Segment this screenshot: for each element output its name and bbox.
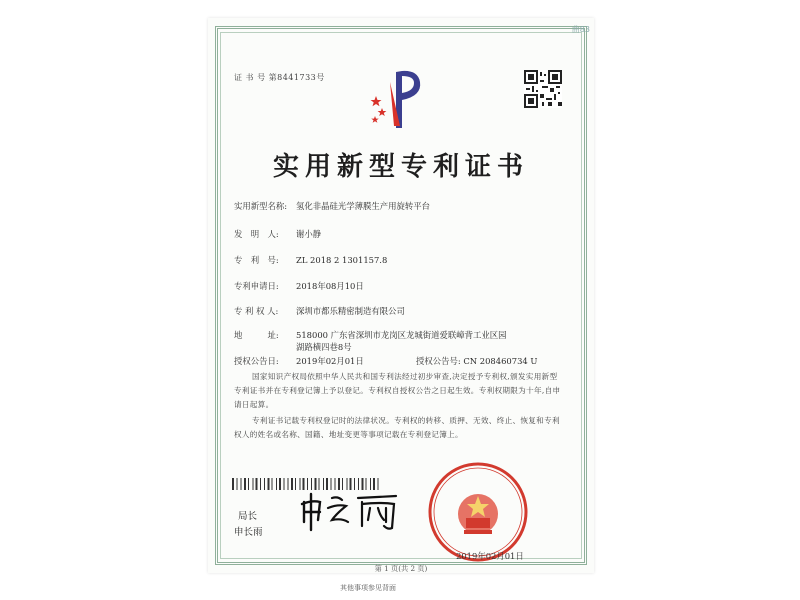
field-inventor: [234, 228, 321, 240]
field-label: 专利申请日:: [234, 281, 279, 291]
field-label: 专 利 权 人:: [234, 306, 279, 316]
field-patent-number: [234, 254, 387, 266]
field-value: 谢小静: [296, 229, 322, 239]
field-label: 发 明 人:: [234, 229, 279, 239]
field-label: 授权公告号:: [416, 356, 461, 366]
page-number: 第 1 页(共 2 页): [374, 564, 428, 573]
page-title: 实用新型专利证书: [272, 152, 529, 182]
field-address: [234, 329, 507, 341]
legal-status-paragraph: 专利证书记载专利权登记时的法律状况。专利权的转移、质押、无效、终止、恢复和专利权人的姓名或名称、国籍、地址变更等事项记载在专利登记簿上。: [234, 416, 560, 439]
field-value: 2018年08月10日: [296, 281, 364, 291]
director-signature: [298, 488, 408, 532]
footer-note: 其他事项参见背面: [340, 584, 396, 592]
field-value: 518000 广东省深圳市龙岗区龙城街道爱联嶂背工业区园: [296, 330, 507, 340]
qr-code-icon: [524, 70, 562, 108]
field-announcement-number: [416, 355, 537, 367]
field-value: 氢化非晶硅光学薄膜生产用旋转平台: [296, 201, 430, 211]
field-value: 2019年02月01日: [296, 356, 364, 366]
field-value: ZL 2018 2 1301157.8: [296, 255, 388, 265]
field-value: CN 208460734 U: [463, 356, 538, 366]
field-patentee: [234, 305, 405, 317]
field-label: 专 利 号:: [234, 255, 279, 265]
director-title: 局长: [238, 511, 258, 522]
address-line-2: 湖路横四巷8号: [296, 342, 352, 352]
field-grant-date: [234, 355, 364, 367]
patent-office-emblem-icon: [368, 66, 432, 136]
field-utility-model-name: [234, 200, 430, 212]
field-label: 授权公告日:: [234, 356, 279, 366]
field-label: 实用新型名称:: [234, 201, 288, 211]
field-value: 深圳市都乐精密制造有限公司: [296, 306, 405, 316]
director-name: 申长雨: [234, 527, 263, 538]
corner-mark: 曲83: [571, 25, 590, 34]
field-label: 地 址:: [234, 330, 279, 340]
official-seal-icon: [426, 460, 530, 564]
field-application-date: [234, 280, 364, 292]
certificate-number: 证 书 号 第8441733号: [234, 73, 325, 82]
grant-paragraph: 国家知识产权局依照中华人民共和国专利法经过初步审查,决定授予专利权,颁发实用新型专利证书并在专利登记簿上予以登记。专利权自授权公告之日起生效。专利权期限为十年,自申请日起算。: [234, 372, 561, 409]
certificate-page: [208, 18, 594, 573]
seal-date: 2019年02月01日: [456, 551, 524, 561]
